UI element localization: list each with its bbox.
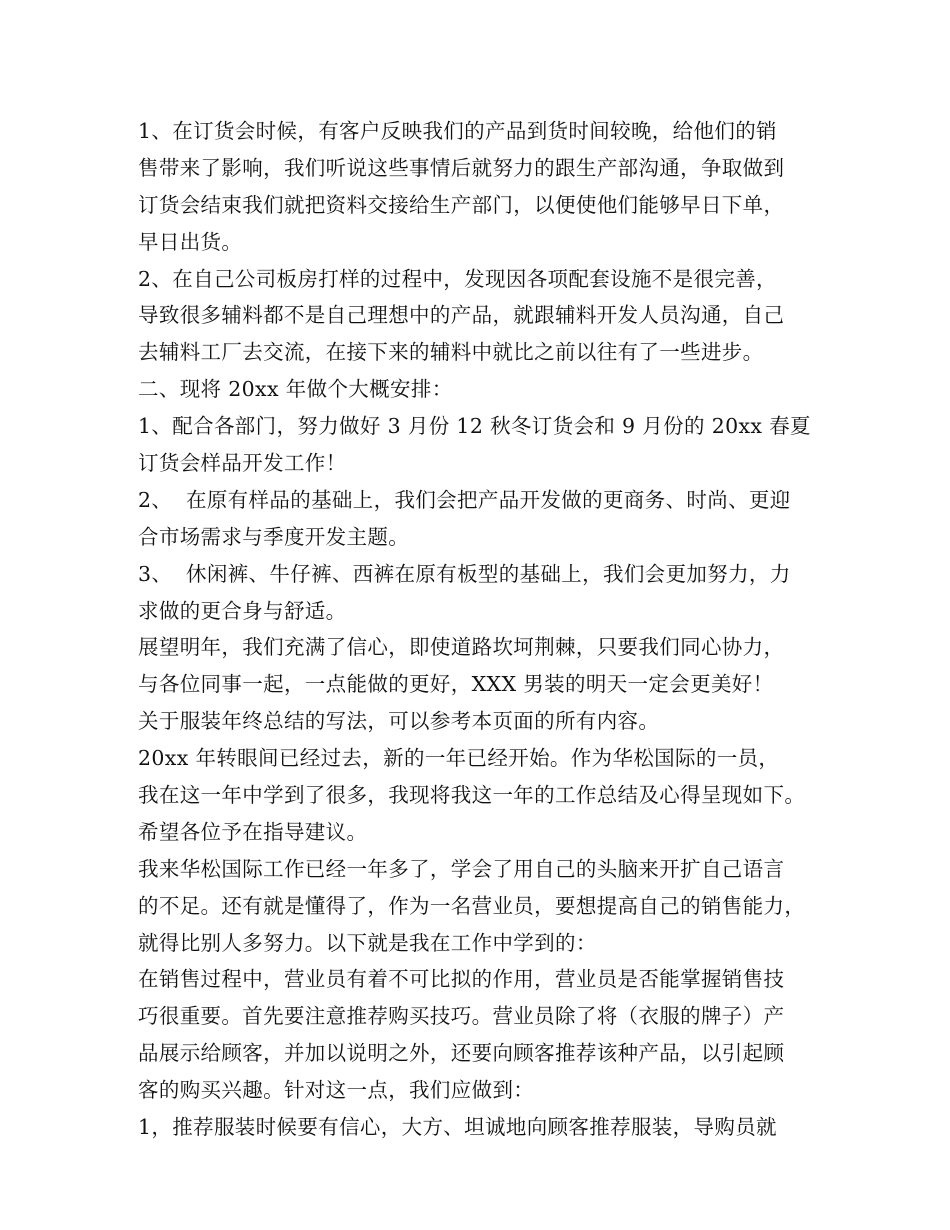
text-line: 2、在自己公司板房打样的过程中，发现因各项配套设施不是很完善， bbox=[138, 266, 777, 291]
text-line: 希望各位予在指导建议。 bbox=[138, 819, 368, 844]
text-line: 早日出货。 bbox=[138, 229, 243, 254]
text-line: 1，推荐服装时候要有信心，大方、坦诚地向顾客推荐服装，导购员就 bbox=[138, 1115, 777, 1140]
text-line: 1、在订货会时候，有客户反映我们的产品到货时间较晚，给他们的销 bbox=[138, 119, 777, 143]
text-line: 关于服装年终总结的写法，可以参考本页面的所有内容。 bbox=[138, 709, 660, 734]
text-line: 去辅料工厂去交流，在接下来的辅料中就比之前以往有了一些进步。 bbox=[138, 340, 764, 365]
text-line: 订货会样品开发工作！ bbox=[138, 451, 347, 476]
section-heading: 二、现将 20xx 年做个大概安排： bbox=[138, 377, 453, 402]
text-line: 我来华松国际工作已经一年多了，学会了用自己的头脑来开扩自己语言 bbox=[138, 856, 785, 881]
text-line: 20xx 年转眼间已经过去，新的一年已经开始。作为华松国际的一员， bbox=[138, 746, 780, 771]
text-line: 导致很多辅料都不是自己理想中的产品，就跟辅料开发人员沟通，自己 bbox=[138, 303, 785, 328]
text-line: 我在这一年中学到了很多，我现将我这一年的工作总结及心得呈现如下。 bbox=[138, 783, 806, 808]
text-line: 售带来了影响，我们听说这些事情后就努力的跟生产部沟通，争取做到 bbox=[138, 155, 785, 180]
text-line: 展望明年，我们充满了信心，即使道路坎坷荆棘，只要我们同心协力， bbox=[138, 635, 785, 660]
text-line: 巧很重要。首先要注意推荐购买技巧。营业员除了将（衣服的牌子）产 bbox=[138, 1004, 785, 1029]
text-line: 的不足。还有就是懂得了，作为一名营业员，要想提高自己的销售能力， bbox=[138, 893, 806, 918]
text-line: 与各位同事一起，一点能做的更好，XXX 男装的明天一定会更美好！ bbox=[138, 672, 774, 697]
text-line: 在销售过程中，营业员有着不可比拟的作用，营业员是否能掌握销售技 bbox=[138, 967, 785, 992]
text-line: 求做的更合身与舒适。 bbox=[138, 598, 347, 623]
document-body bbox=[138, 113, 838, 1146]
text-line: 合市场需求与季度开发主题。 bbox=[138, 524, 410, 549]
text-line: 品展示给顾客，并加以说明之外，还要向顾客推荐该种产品，以引起顾 bbox=[138, 1041, 785, 1066]
text-line: 3、 休闲裤、牛仔裤、西裤在原有板型的基础上，我们会更加努力，力 bbox=[138, 561, 791, 586]
text-line: 1、配合各部门，努力做好 3 月份 12 秋冬订货会和 9 月份的 20xx 春夏 bbox=[138, 414, 811, 439]
text-line: 2、 在原有样品的基础上，我们会把产品开发做的更商务、时尚、更迎 bbox=[138, 487, 791, 512]
text-line: 客的购买兴趣。针对这一点，我们应做到： bbox=[138, 1078, 535, 1103]
text-line: 就得比别人多努力。以下就是我在工作中学到的： bbox=[138, 930, 597, 955]
text-line: 订货会结束我们就把资料交接给生产部门，以便使他们能够早日下单， bbox=[138, 192, 785, 217]
